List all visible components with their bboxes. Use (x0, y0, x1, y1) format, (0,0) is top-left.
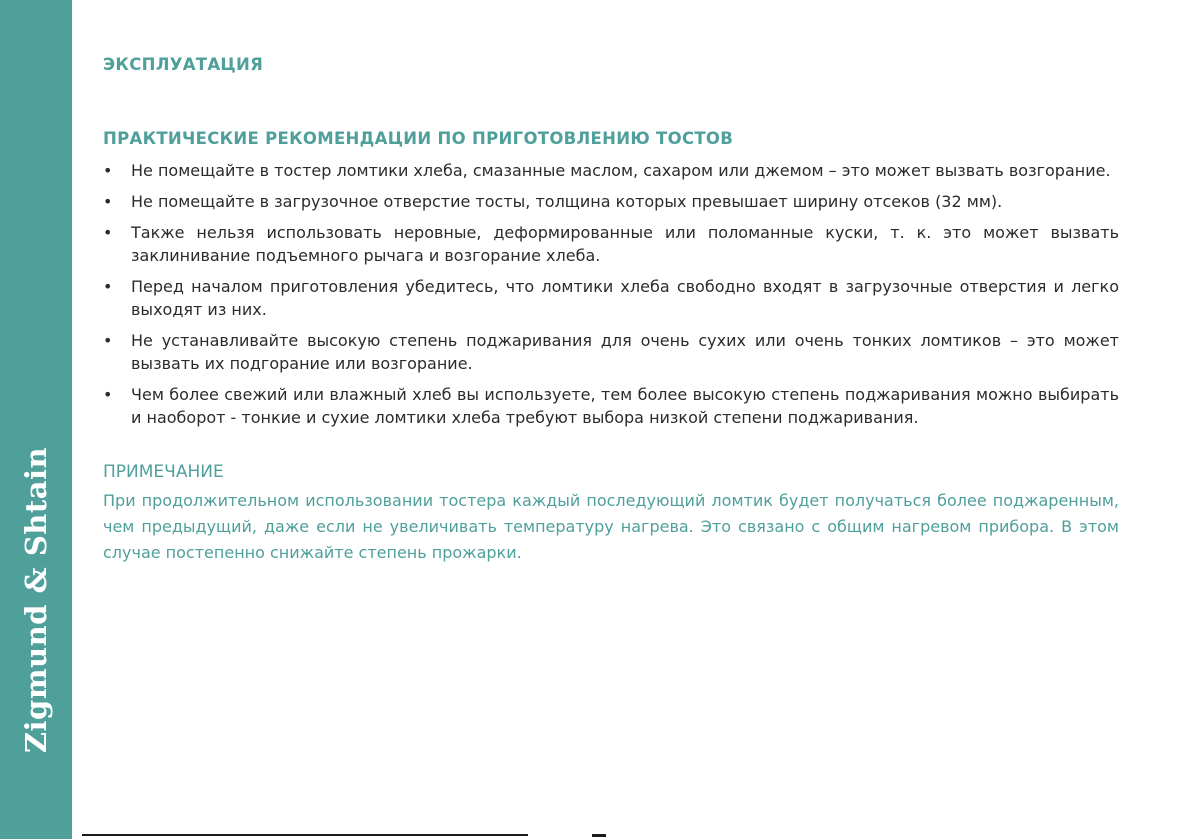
tip-text: Не помещайте в тостер ломтики хлеба, смазанные маслом, сахаром или джемом – это может вызвать возгорание. (131, 161, 1111, 180)
brand-logo: Zigmund & Shtain (19, 446, 53, 754)
bullet-icon: • (103, 277, 113, 296)
page-marker (592, 834, 606, 837)
tip-text: Не помещайте в загрузочное отверстие тосты, толщина которых превышает ширину отсеков (32 мм). (131, 192, 1003, 211)
note-title: ПРИМЕЧАНИЕ (103, 462, 224, 482)
tip-item (103, 159, 1119, 182)
tip-item (103, 190, 1119, 213)
tip-item (103, 329, 1119, 375)
note-text: При продолжительном использовании тостера каждый последующий ломтик будет получаться более поджаренным, чем предыдущий, даже если не увеличивать температуру нагрева. Это связано с общим нагревом прибора. В этом случае постепенно снижайте степень прожарки. (103, 491, 1119, 562)
tip-text: Не устанавливайте высокую степень поджаривания для очень сухих или очень тонких ломтиков – это может вызвать их подгорание или возгорание. (131, 331, 1119, 373)
footer-divider (82, 834, 528, 836)
tips-heading: ПРАКТИЧЕСКИЕ РЕКОМЕНДАЦИИ ПО ПРИГОТОВЛЕНИЮ ТОСТОВ (103, 129, 734, 148)
bullet-icon: • (103, 161, 113, 180)
tip-item (103, 383, 1119, 429)
tips-list (103, 159, 1119, 437)
brand-sidebar (0, 0, 72, 839)
bullet-icon: • (103, 192, 113, 211)
tip-text: Перед началом приготовления убедитесь, что ломтики хлеба свободно входят в загрузочные отверстия и легко выходят из них. (131, 277, 1119, 319)
bullet-icon: • (103, 385, 113, 404)
tip-text: Чем более свежий или влажный хлеб вы используете, тем более высокую степень поджаривания можно выбирать и наоборот - тонкие и сухие ломтики хлеба требуют выбора низкой степени поджаривания. (131, 385, 1119, 427)
tip-item (103, 275, 1119, 321)
section-title: ЭКСПЛУАТАЦИЯ (103, 55, 264, 74)
bullet-icon: • (103, 331, 113, 350)
tip-item (103, 221, 1119, 267)
tip-text: Также нельзя использовать неровные, деформированные или поломанные куски, т. к. это может вызвать заклинивание подъемного рычага и возгорание хлеба. (131, 223, 1119, 265)
bullet-icon: • (103, 223, 113, 242)
